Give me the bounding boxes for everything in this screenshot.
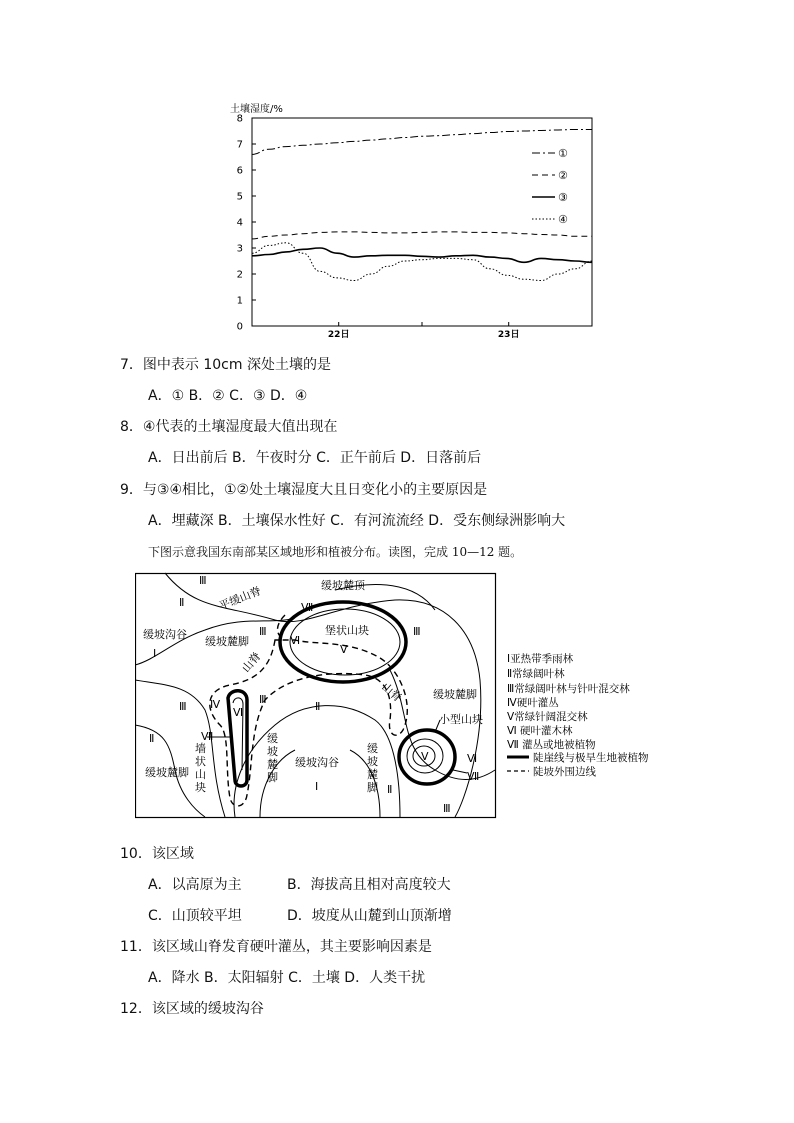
zone-II: Ⅱ — [179, 596, 185, 609]
label-foot-right: 缓坡麓脚 — [433, 688, 477, 701]
zone-III: Ⅲ — [413, 625, 421, 638]
y-tick-label: 6 — [236, 165, 243, 177]
zone-II: Ⅱ — [387, 783, 393, 796]
legend-item-3: Ⅲ常绿阔叶林与针叶混交林 — [507, 683, 630, 695]
y-tick-label: 7 — [236, 139, 243, 151]
legend-item-1: Ⅰ亚热带季雨林 — [507, 653, 574, 665]
label-top-slope: 缓坡麓顶 — [321, 579, 365, 592]
zone-III: Ⅲ — [443, 802, 451, 815]
zone-III: Ⅲ — [199, 574, 207, 587]
zone-VI: Ⅵ — [467, 752, 478, 765]
question-7-options: A．① B．② C．③ D．④ — [148, 388, 308, 404]
y-tick-label: 8 — [236, 113, 243, 125]
zone-I: Ⅰ — [153, 647, 157, 660]
x-tick-label: 23日 — [497, 330, 520, 340]
zone-III: Ⅲ — [179, 700, 187, 713]
label-foot-bottom-left: 缓坡麓脚 — [145, 766, 189, 779]
legend-label-1: ① — [558, 147, 568, 160]
zone-IV: Ⅳ — [210, 698, 221, 711]
y-tick-label: 0 — [236, 321, 243, 333]
series-line-3 — [252, 248, 592, 262]
legend-item-7: Ⅶ 灌丛或地被植物 — [507, 739, 596, 751]
label-valley-left: 缓坡沟谷 — [143, 628, 187, 641]
y-tick-label: 2 — [236, 269, 243, 281]
zone-II: Ⅱ — [315, 700, 321, 713]
legend-item-9: 陡坡外围边线 — [533, 766, 596, 778]
zone-II: Ⅱ — [149, 732, 155, 745]
legend-item-2: Ⅱ常绿阔叶林 — [507, 668, 565, 680]
y-tick-label: 3 — [236, 243, 243, 255]
zone-VI: Ⅵ — [233, 706, 244, 719]
question-10-option-b: B．海拔高且相对高度较大 — [287, 877, 451, 893]
label-wall-block: 墙状山块 — [195, 742, 206, 794]
legend-item-4: Ⅳ硬叶灌丛 — [507, 697, 559, 709]
terrain-vegetation-map — [135, 570, 660, 820]
vertical-labels — [195, 731, 378, 794]
label-valley-center: 缓坡沟谷 — [295, 756, 339, 769]
series-line-1 — [252, 129, 592, 154]
series-line-2 — [252, 232, 592, 239]
y-tick-label: 1 — [236, 295, 243, 307]
question-10-option-a: A．以高原为主 — [148, 877, 242, 893]
plot-frame — [252, 118, 592, 326]
question-12: 12．该区域的缓坡沟谷 — [120, 1001, 264, 1017]
soil-moisture-chart — [225, 100, 605, 340]
y-tick-label: 5 — [236, 191, 243, 203]
question-9-options: A．埋藏深 B．土壤保水性好 C．有河流流经 D．受东侧绿洲影响大 — [148, 513, 566, 529]
question-11: 11．该区域山脊发育硬叶灌丛，其主要影响因素是 — [120, 939, 432, 955]
question-10-option-c: C．山顶较平坦 — [148, 908, 242, 924]
legend-label-3: ③ — [558, 191, 568, 204]
map-legend — [507, 652, 649, 778]
label-foot-center-right: 缓坡麓脚 — [367, 742, 378, 794]
zone-V: Ⅴ — [340, 643, 348, 656]
label-ridge-right: 山脊 — [379, 680, 405, 705]
legend-item-6: Ⅵ 硬叶灌木林 — [507, 725, 573, 737]
label-foot-left-top: 缓坡麓脚 — [205, 635, 249, 648]
zone-VII: Ⅶ — [467, 770, 480, 783]
question-10: 10．该区域 — [120, 846, 194, 862]
x-tick-label: 22日 — [327, 330, 350, 340]
question-9: 9．与③④相比，①②处土壤湿度大且日变化小的主要原因是 — [120, 482, 488, 498]
question-11-options: A．降水 B．太阳辐射 C．土壤 D．人类干扰 — [148, 970, 426, 986]
zone-III: Ⅲ — [259, 625, 267, 638]
series-line-4 — [252, 243, 592, 281]
y-axis-label: 土壤湿度/% — [230, 104, 283, 115]
legend-item-8: 陡崖线与极旱生地被植物 — [533, 752, 649, 764]
label-ridge-gentle: 平缓山脊 — [217, 584, 263, 613]
label-small-block: 小型山块 — [439, 713, 483, 726]
zone-I: Ⅰ — [315, 780, 319, 793]
label-foot-center-left: 缓坡麓脚 — [267, 732, 278, 784]
zone-VII: Ⅶ — [301, 601, 314, 614]
label-fort-block: 堡状山块 — [325, 624, 369, 637]
map-intro: 下图示意我国东南部某区域地形和植被分布。读图，完成 10—12 题。 — [148, 545, 523, 559]
chart-svg — [225, 100, 605, 340]
label-ridge-left: 山脊 — [239, 649, 264, 675]
zone-V: Ⅴ — [421, 750, 429, 763]
question-7: 7．图中表示 10cm 深处土壤的是 — [120, 357, 331, 373]
zone-VII: Ⅶ — [201, 730, 214, 743]
question-8-options: A．日出前后 B．午夜时分 C．正午前后 D．日落前后 — [148, 450, 482, 466]
legend-label-4: ④ — [558, 213, 568, 226]
question-10-option-d: D．坡度从山麓到山顶渐增 — [287, 908, 452, 924]
zone-III: Ⅲ — [259, 693, 267, 706]
legend-label-2: ② — [558, 169, 568, 182]
zone-VI: Ⅵ — [290, 634, 301, 647]
y-tick-label: 4 — [236, 217, 243, 229]
map-svg — [135, 570, 660, 820]
question-8: 8．④代表的土壤湿度最大值出现在 — [120, 419, 338, 435]
legend-item-5: Ⅴ常绿针阔混交林 — [507, 711, 588, 723]
